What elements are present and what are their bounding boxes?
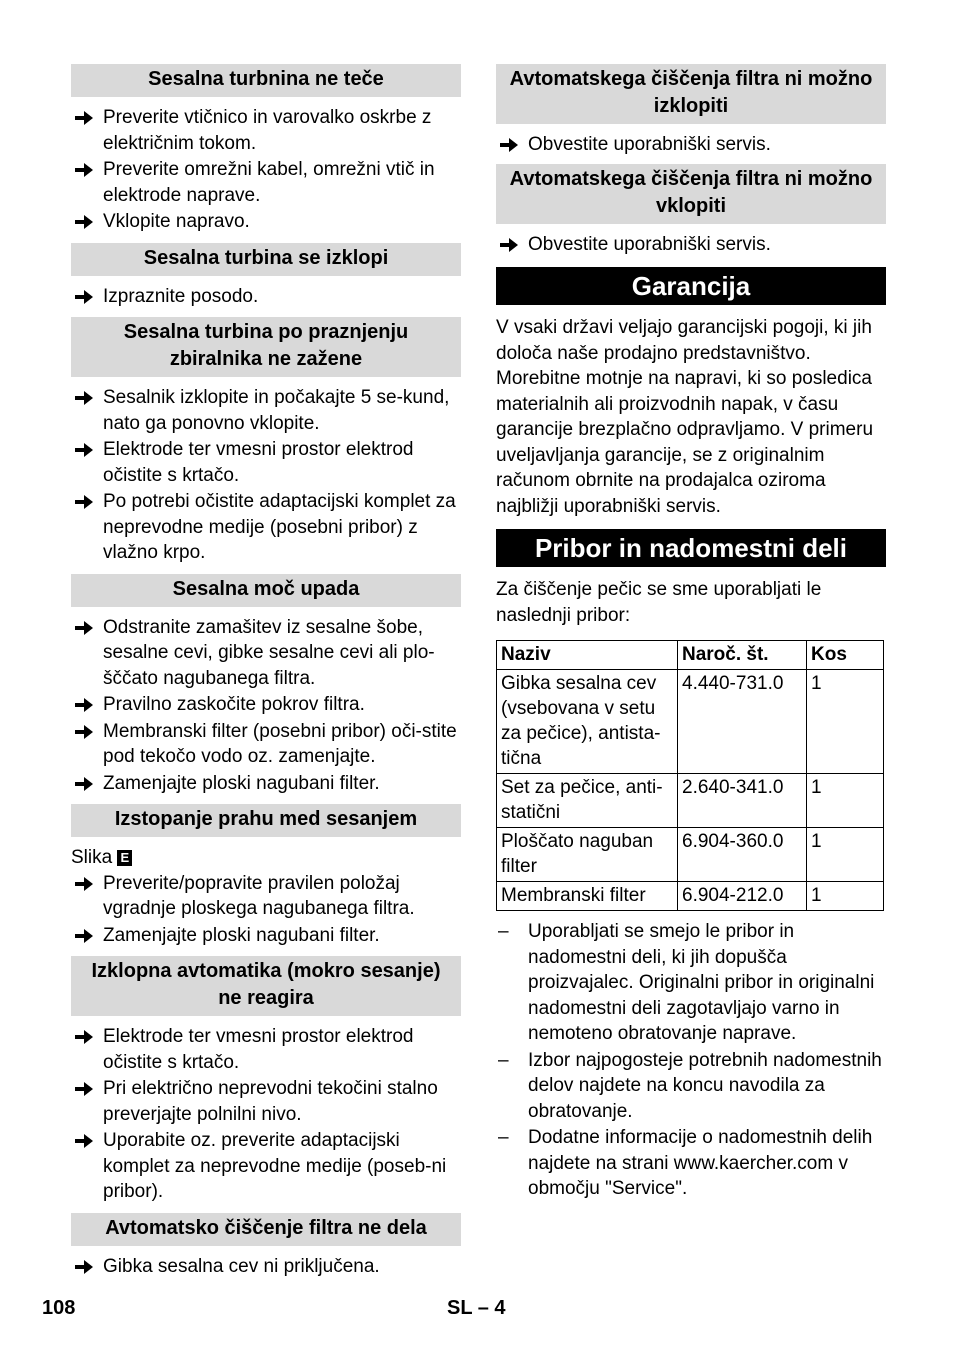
arrow-right-icon [75, 724, 93, 740]
table-cell: 1 [807, 774, 884, 828]
list-item: Preverite/popravite pravilen položaj vgradnje ploskega nagubanega filtra. [71, 871, 461, 922]
accessories-intro: Za čiščenje pečic se sme uporabljati le naslednji pribor: [496, 579, 822, 626]
arrow-right-icon [75, 697, 93, 713]
table-cell: 6.904-360.0 [678, 828, 807, 882]
arrow-right-icon [75, 1259, 93, 1275]
table-row [497, 670, 884, 774]
table-row [497, 828, 884, 882]
list-item: Elektrode ter vmesni prostor elektrod očistite s krtačo. [71, 1024, 461, 1075]
list-item: Preverite vtičnico in varovalko oskrbe z električnim tokom. [71, 105, 461, 156]
table-cell: 4.440-731.0 [678, 670, 807, 774]
list-item: Uporabite oz. preverite adaptacijski komplet za neprevodne medije (poseb-ni pribor). [71, 1128, 461, 1205]
table-cell: Membranski filter [497, 882, 678, 911]
right-column [496, 64, 886, 1203]
arrow-right-icon [75, 289, 93, 305]
warranty-text: V vsaki državi veljajo garancijski pogoji, ki jih določa naše prodajno predstavništvo. Morebitne motnje na napravi, ki so posledica materialnih ali proizvodnih napak, v času garancije brezplačno odpravljamo. V primeru uveljavljanja garancije, se z originalnim računom obrnite na prodajalca oziroma najbližji uporabniški servis. [496, 317, 874, 517]
section-heading: Izstopanje prahu med sesanjem [71, 804, 461, 837]
table-cell: 1 [807, 828, 884, 882]
accessories-table [496, 640, 884, 911]
table-cell: Set za pečice, anti-statični [497, 774, 678, 828]
list-item: Obvestite uporabniški servis. [496, 232, 886, 258]
table-cell: 6.904-212.0 [678, 882, 807, 911]
section-heading: Izklopna avtomatika (mokro sesanje) ne reagira [71, 956, 461, 1016]
arrow-right-icon [75, 620, 93, 636]
arrow-right-icon [75, 928, 93, 944]
arrow-right-icon [75, 1133, 93, 1149]
arrow-right-icon [75, 876, 93, 892]
table-cell: Gibka sesalna cev (vsebovana v setu za pečice), antista-tična [497, 670, 678, 774]
table-cell: Ploščato naguban filter [497, 828, 678, 882]
arrow-right-icon [75, 442, 93, 458]
figure-reference: Slika E [71, 845, 461, 871]
dash-bullet: – [498, 921, 509, 942]
list-item: Vklopite napravo. [71, 209, 461, 235]
section-heading: Avtomatskega čiščenja filtra ni možno izklopiti [496, 64, 886, 124]
list-item: Preverite omrežni kabel, omrežni vtič in elektrode naprave. [71, 157, 461, 208]
list-item: – Dodatne informacije o nadomestnih delih najdete na strani www.kaercher.com v območju "Service". [498, 1127, 873, 1199]
arrow-right-icon [75, 390, 93, 406]
figure-badge: E [117, 850, 132, 866]
list-item: – Uporabljati se smejo le pribor in nadomestni deli, ki jih dopušča proizvajalec. Originalni pribor in originalni nadomestni deli zagotavljajo varno in nemoteno obratovanje naprave. [498, 921, 875, 1044]
table-cell: 1 [807, 670, 884, 774]
table-cell: 1 [807, 882, 884, 911]
table-cell: 2.640-341.0 [678, 774, 807, 828]
dash-bullet: – [498, 1049, 509, 1071]
section-heading: Sesalna turbnina ne teče [71, 64, 461, 97]
section-heading: Sesalna turbina se izklopi [71, 243, 461, 276]
section-heading: Sesalna moč upada [71, 574, 461, 607]
list-item: Membranski filter (posebni pribor) oči-stite pod tekočo vodo oz. zamenjajte. [71, 719, 461, 770]
section-heading: Avtomatsko čiščenje filtra ne dela [71, 1213, 461, 1246]
chapter-heading-garancija: Garancija [496, 267, 886, 305]
arrow-right-icon [75, 1029, 93, 1045]
arrow-right-icon [75, 110, 93, 126]
chapter-heading-pribor: Pribor in nadomestni deli [496, 529, 886, 567]
table-row [497, 774, 884, 828]
column-header: Kos [807, 641, 884, 670]
left-column [71, 64, 461, 1280]
list-item: – Izbor najpogosteje potrebnih nadomestnih delov najdete na koncu navodila za obratovanje. [498, 1049, 882, 1122]
list-item: Zamenjajte ploski nagubani filter. [71, 923, 461, 949]
arrow-right-icon [75, 494, 93, 510]
list-item: Po potrebi očistite adaptacijski komplet za neprevodne medije (posebni pribor) z vlažno krpo. [71, 489, 461, 566]
arrow-right-icon [75, 162, 93, 178]
section-heading: Avtomatskega čiščenja filtra ni možno vklopiti [496, 164, 886, 224]
arrow-right-icon [75, 1081, 93, 1097]
list-item: Odstranite zamašitev iz sesalne šobe, sesalne cevi, gibke sesalne cevi ali plo-šččato nagubanega filtra. [71, 615, 461, 692]
page-number: 108 [42, 1297, 76, 1319]
section-heading: Sesalna turbina po praznjenju zbiralnika ne zažene [71, 317, 461, 377]
arrow-right-icon [500, 237, 518, 253]
notes-list [496, 919, 886, 1202]
list-item: Gibka sesalna cev ni priključena. [71, 1254, 461, 1280]
column-header: Naroč. št. [678, 641, 807, 670]
list-item: Zamenjajte ploski nagubani filter. [71, 771, 461, 797]
list-item: Obvestite uporabniški servis. [496, 132, 886, 158]
table-header-row [497, 641, 884, 670]
list-item: Izpraznite posodo. [71, 284, 461, 310]
arrow-right-icon [75, 214, 93, 230]
list-item: Elektrode ter vmesni prostor elektrod očistite s krtačo. [71, 437, 461, 488]
column-header: Naziv [497, 641, 678, 670]
arrow-right-icon [500, 137, 518, 153]
arrow-right-icon [75, 776, 93, 792]
list-item: Pravilno zaskočite pokrov filtra. [71, 692, 461, 718]
table-row [497, 882, 884, 911]
language-page-label: SL – 4 [447, 1297, 506, 1319]
dash-bullet: – [498, 1127, 509, 1148]
list-item: Sesalnik izklopite in počakajte 5 se-kund, nato ga ponovno vklopite. [71, 385, 461, 436]
list-item: Pri električno neprevodni tekočini stalno preverjajte polnilni nivo. [71, 1076, 461, 1127]
